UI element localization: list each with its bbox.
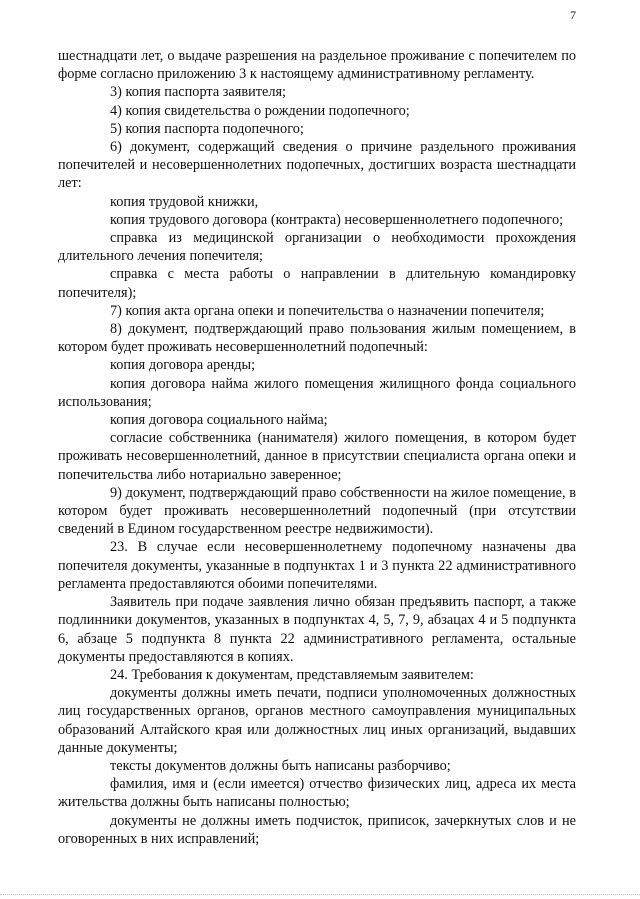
- paragraph: согласие собственника (нанимателя) жилого помещения, в котором будет проживать несовершеннолетний, данное в присутствии специалиста органа опеки и попечительства либо нотариально заверенное;: [58, 430, 576, 483]
- paragraph: 9) документ, подтверждающий право собственности на жилое помещение, в котором будет проживать несовершеннолетний подопечный (при отсутствии сведений в Едином государственном реестре недвижимости).: [58, 484, 576, 538]
- paragraph: копия договора социального найма;: [110, 412, 328, 429]
- paragraph: документы не должны иметь подчисток, приписок, зачеркнутых слов и не оговоренных в них исправлений;: [58, 812, 576, 847]
- paragraph: тексты документов должны быть написаны разборчиво;: [110, 757, 451, 774]
- document-body: [58, 47, 576, 848]
- paragraph: копия трудового договора (контракта) несовершеннолетнего подопечного;: [110, 211, 564, 228]
- paragraph: копия трудовой книжки,: [110, 193, 259, 210]
- paragraph: 23. В случае если несовершеннолетнему подопечному назначены два попечителя документы, указанные в подпунктах 1 и 3 пункта 22 административного регламента предоставляются обоими попечителями.: [58, 539, 576, 592]
- paragraph: документы должны иметь печати, подписи уполномоченных должностных лиц государственных органов, органов местного самоуправления муниципальных образований Алтайского края или должностных лиц иных организаций, выдавших данные документы;: [58, 685, 576, 756]
- page-number: 7: [570, 8, 576, 22]
- paragraph: фамилия, имя и (если имеется) отчество физических лиц, адреса их места жительства должны быть написаны полностью;: [58, 776, 576, 811]
- paragraph: справка с места работы о направлении в длительную командировку попечителя);: [58, 266, 576, 301]
- paragraph: 6) документ, содержащий сведения о причине раздельного проживания попечителей и несовершеннолетних подопечных, достигших возраста шестнадцати лет:: [58, 139, 576, 192]
- paragraph: 3) копия паспорта заявителя;: [110, 84, 286, 101]
- paragraph: 4) копия свидетельства о рождении подопечного;: [110, 102, 410, 119]
- paragraph: Заявитель при подаче заявления лично обязан предъявить паспорт, а также подлинники документов, указанных в подпунктах 4, 5, 7, 9, абзацах 4 и 5 подпункта 6, абзаце 5 подпункта 8 пункта 22 административного регламента, остальные документы предоставляются в копиях.: [58, 594, 576, 665]
- paragraph: 8) документ, подтверждающий право пользования жилым помещением, в котором будет проживать несовершеннолетний подопечный:: [58, 321, 576, 356]
- paragraph: копия договора найма жилого помещения жилищного фонда социального использования;: [58, 375, 576, 410]
- scan-edge-divider: [0, 894, 640, 895]
- paragraph: копия договора аренды;: [110, 357, 256, 374]
- paragraph: шестнадцати лет, о выдаче разрешения на раздельное проживание с попечителем по форме согласно приложению 3 к настоящему административному регламенту.: [58, 48, 576, 83]
- paragraph: 5) копия паспорта подопечного;: [110, 120, 304, 137]
- paragraph: справка из медицинской организации о необходимости прохождения длительного лечения попечителя;: [58, 230, 576, 265]
- paragraph: 7) копия акта органа опеки и попечительства о назначении попечителя;: [110, 302, 545, 319]
- paragraph: 24. Требования к документам, представляемым заявителем:: [110, 666, 474, 683]
